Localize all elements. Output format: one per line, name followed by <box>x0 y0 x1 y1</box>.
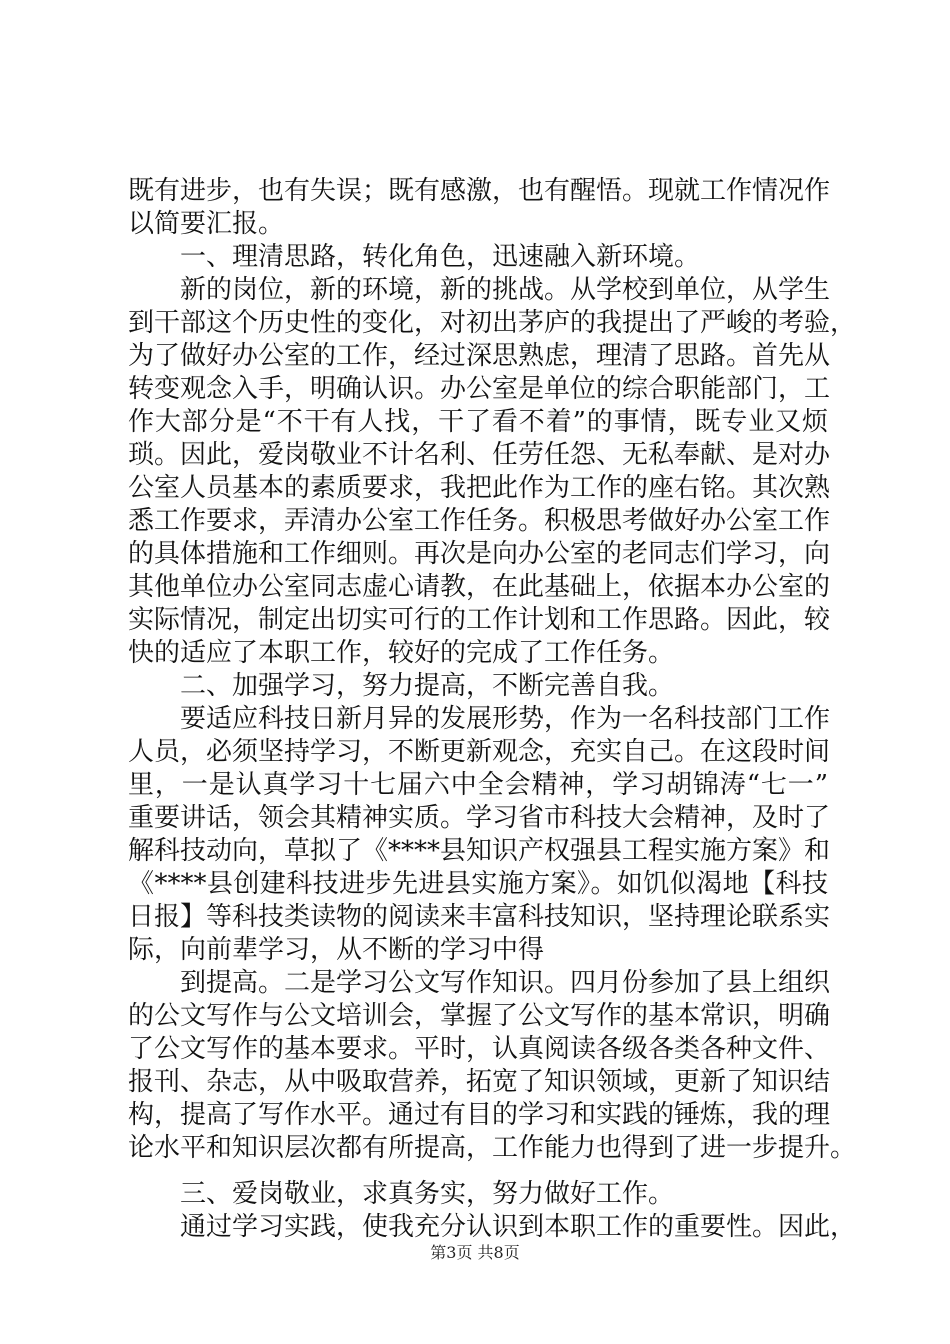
paragraph-line: 到干部这个历史性的变化，对初出茅庐的我提出了严峻的考验， <box>128 308 857 338</box>
paragraph-line: 日报】等科技类读物的阅读来丰富科技知识，坚持理论联系实 <box>128 902 831 932</box>
paragraph-line: 为了做好办公室的工作，经过深思熟虑，理清了思路。首先从 <box>128 341 831 371</box>
paragraph-line: 快的适应了本职工作，较好的完成了工作任务。 <box>128 638 675 668</box>
paragraph-line: 通过学习实践，使我充分认识到本职工作的重要性。因此， <box>128 1212 857 1242</box>
paragraph-line: 构，提高了写作水平。通过有目的学习和实践的锤炼，我的理 <box>128 1100 831 1130</box>
paragraph-line: 的具体措施和工作细则。再次是向办公室的老同志们学习，向 <box>128 539 831 569</box>
section-heading-2: 二、加强学习，努力提高，不断完善自我。 <box>128 671 675 701</box>
paragraph-line: 人员，必须坚持学习，不断更新观念，充实自己。在这段时间 <box>128 737 831 767</box>
paragraph-line: 报刊、杂志，从中吸取营养，拓宽了知识领域，更新了知识结 <box>128 1067 831 1097</box>
paragraph-line: 悉工作要求，弄清办公室工作任务。积极思考做好办公室工作 <box>128 506 831 536</box>
paragraph-line: 解科技动向，草拟了《****县知识产权强县工程实施方案》和 <box>128 836 831 866</box>
paragraph-line: 的公文写作与公文培训会，掌握了公文写作的基本常识，明确 <box>128 1001 831 1031</box>
paragraph-line: 琐。因此，爱岗敬业不计名利、任劳任怨、无私奉献、是对办 <box>128 440 831 470</box>
paragraph-line: 转变观念入手，明确认识。办公室是单位的综合职能部门，工 <box>128 374 831 404</box>
paragraph-line: 《****县创建科技进步先进县实施方案》。如饥似渴地【科技 <box>128 869 828 899</box>
paragraph-line: 其他单位办公室同志虚心请教，在此基础上，依据本办公室的 <box>128 572 831 602</box>
paragraph-line: 到提高。二是学习公文写作知识。四月份参加了县上组织 <box>128 968 831 998</box>
paragraph-line: 论水平和知识层次都有所提高，工作能力也得到了进一步提升。 <box>128 1133 857 1163</box>
paragraph-line: 重要讲话，领会其精神实质。学习省市科技大会精神，及时了 <box>128 803 831 833</box>
paragraph-line: 了公文写作的基本要求。平时，认真阅读各级各类各种文件、 <box>128 1034 831 1064</box>
paragraph-line: 作大部分是“不干有人找，干了看不着”的事情，既专业又烦 <box>128 407 828 437</box>
paragraph-line: 要适应科技日新月异的发展形势，作为一名科技部门工作 <box>128 704 831 734</box>
paragraph-line: 以简要汇报。 <box>128 209 285 239</box>
section-heading-3: 三、爱岗敬业，求真务实，努力做好工作。 <box>128 1179 675 1209</box>
page-number-footer: 第3页 共8页 <box>430 1243 520 1262</box>
paragraph-line: 公室人员基本的素质要求，我把此作为工作的座右铭。其次熟 <box>128 473 831 503</box>
paragraph-line: 既有进步，也有失误；既有感激，也有醒悟。现就工作情况作 <box>128 176 831 206</box>
paragraph-line: 际，向前辈学习，从不断的学习中得 <box>128 935 545 965</box>
paragraph-line: 新的岗位，新的环境，新的挑战。从学校到单位，从学生 <box>128 275 831 305</box>
section-heading-1: 一、理清思路，转化角色，迅速融入新环境。 <box>128 242 701 272</box>
paragraph-line: 里，一是认真学习十七届六中全会精神，学习胡锦涛“七一” <box>128 770 828 800</box>
paragraph-line: 实际情况，制定出切实可行的工作计划和工作思路。因此，较 <box>128 605 831 635</box>
